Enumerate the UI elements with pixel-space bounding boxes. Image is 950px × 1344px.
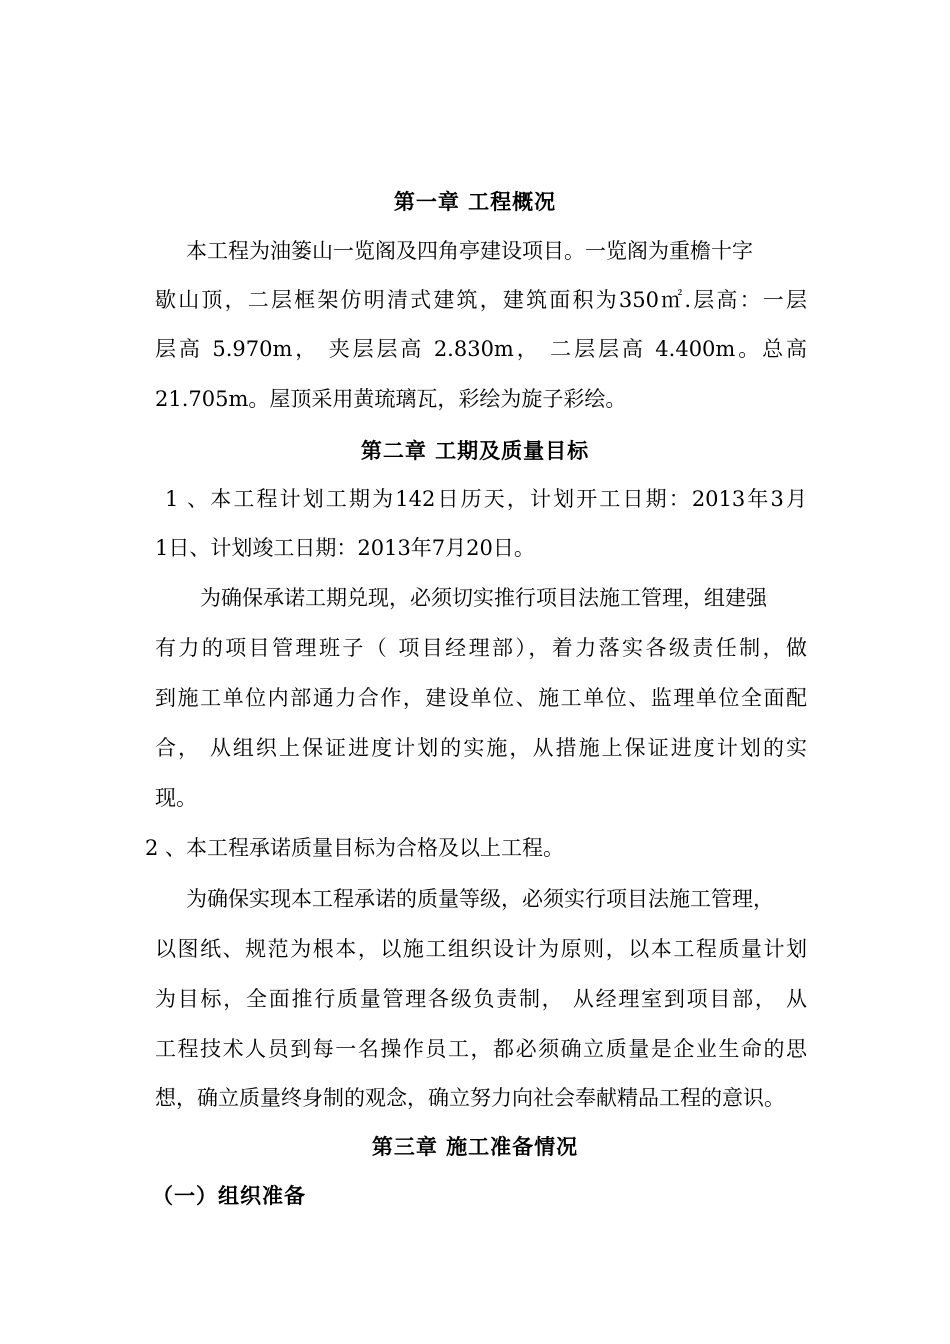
chapter-1-line-3: 层高 5.970m， 夹层层高 2.830m， 二层层高 4.400m。总高 [155,337,807,361]
chapter-2-para-1-line-5: 现。 [155,786,197,810]
chapter-2-item-1-line-2: 1日、计划竣工日期：2013年7月20日。 [155,536,535,560]
chapter-2-para-2-line-1: 为确保实现本工程承诺的质量等级，必须实行项目法施工管理， [186,887,774,911]
chapter-2-para-1-line-3: 到施工单位内部通力合作，建设单位、施工单位、监理单位全面配 [155,686,807,710]
chapter-2-title: 第二章 工期及质量目标 [360,439,590,463]
chapter-2-para-1-line-2: 有力的项目管理班子（ 项目经理部），着力落实各级责任制，做 [155,636,807,660]
chapter-2-para-1-line-1: 为确保承诺工期兑现，必须切实推行项目法施工管理，组建强 [200,586,767,610]
section-organization-preparation: （一）组织准备 [152,1184,306,1208]
chapter-2-para-1-line-4: 合， 从组织上保证进度计划的实施，从措施上保证进度计划的实 [155,736,807,760]
chapter-2-item-2: 2 、本工程承诺质量目标为合格及以上工程。 [145,836,565,860]
chapter-2-para-2-line-4: 工程技术人员到每一名操作员工，都必须确立质量是企业生命的思 [155,1037,807,1061]
chapter-3-title: 第三章 施工准备情况 [371,1135,579,1159]
chapter-1-line-1: 本工程为油篓山一览阁及四角亭建设项目。一览阁为重檐十字 [186,239,753,263]
chapter-1-line-2: 歇山顶，二层框架仿明清式建筑，建筑面积为350㎡.层高：一层 [155,288,807,312]
chapter-1-line-4: 21.705m。屋顶采用黄琉璃瓦，彩绘为旋子彩绘。 [155,387,627,411]
chapter-2-item-1-line-1: 1 、本工程计划工期为142日历天，计划开工日期：2013年3月 [165,487,807,511]
chapter-2-para-2-line-5: 想，确立质量终身制的观念，确立努力向社会奉献精品工程的意识。 [155,1086,785,1110]
chapter-2-para-2-line-2: 以图纸、规范为根本，以施工组织设计为原则，以本工程质量计划 [155,937,807,961]
chapter-2-para-2-line-3: 为目标，全面推行质量管理各级负责制， 从经理室到项目部， 从 [155,987,807,1011]
chapter-1-title: 第一章 工程概况 [393,190,557,214]
